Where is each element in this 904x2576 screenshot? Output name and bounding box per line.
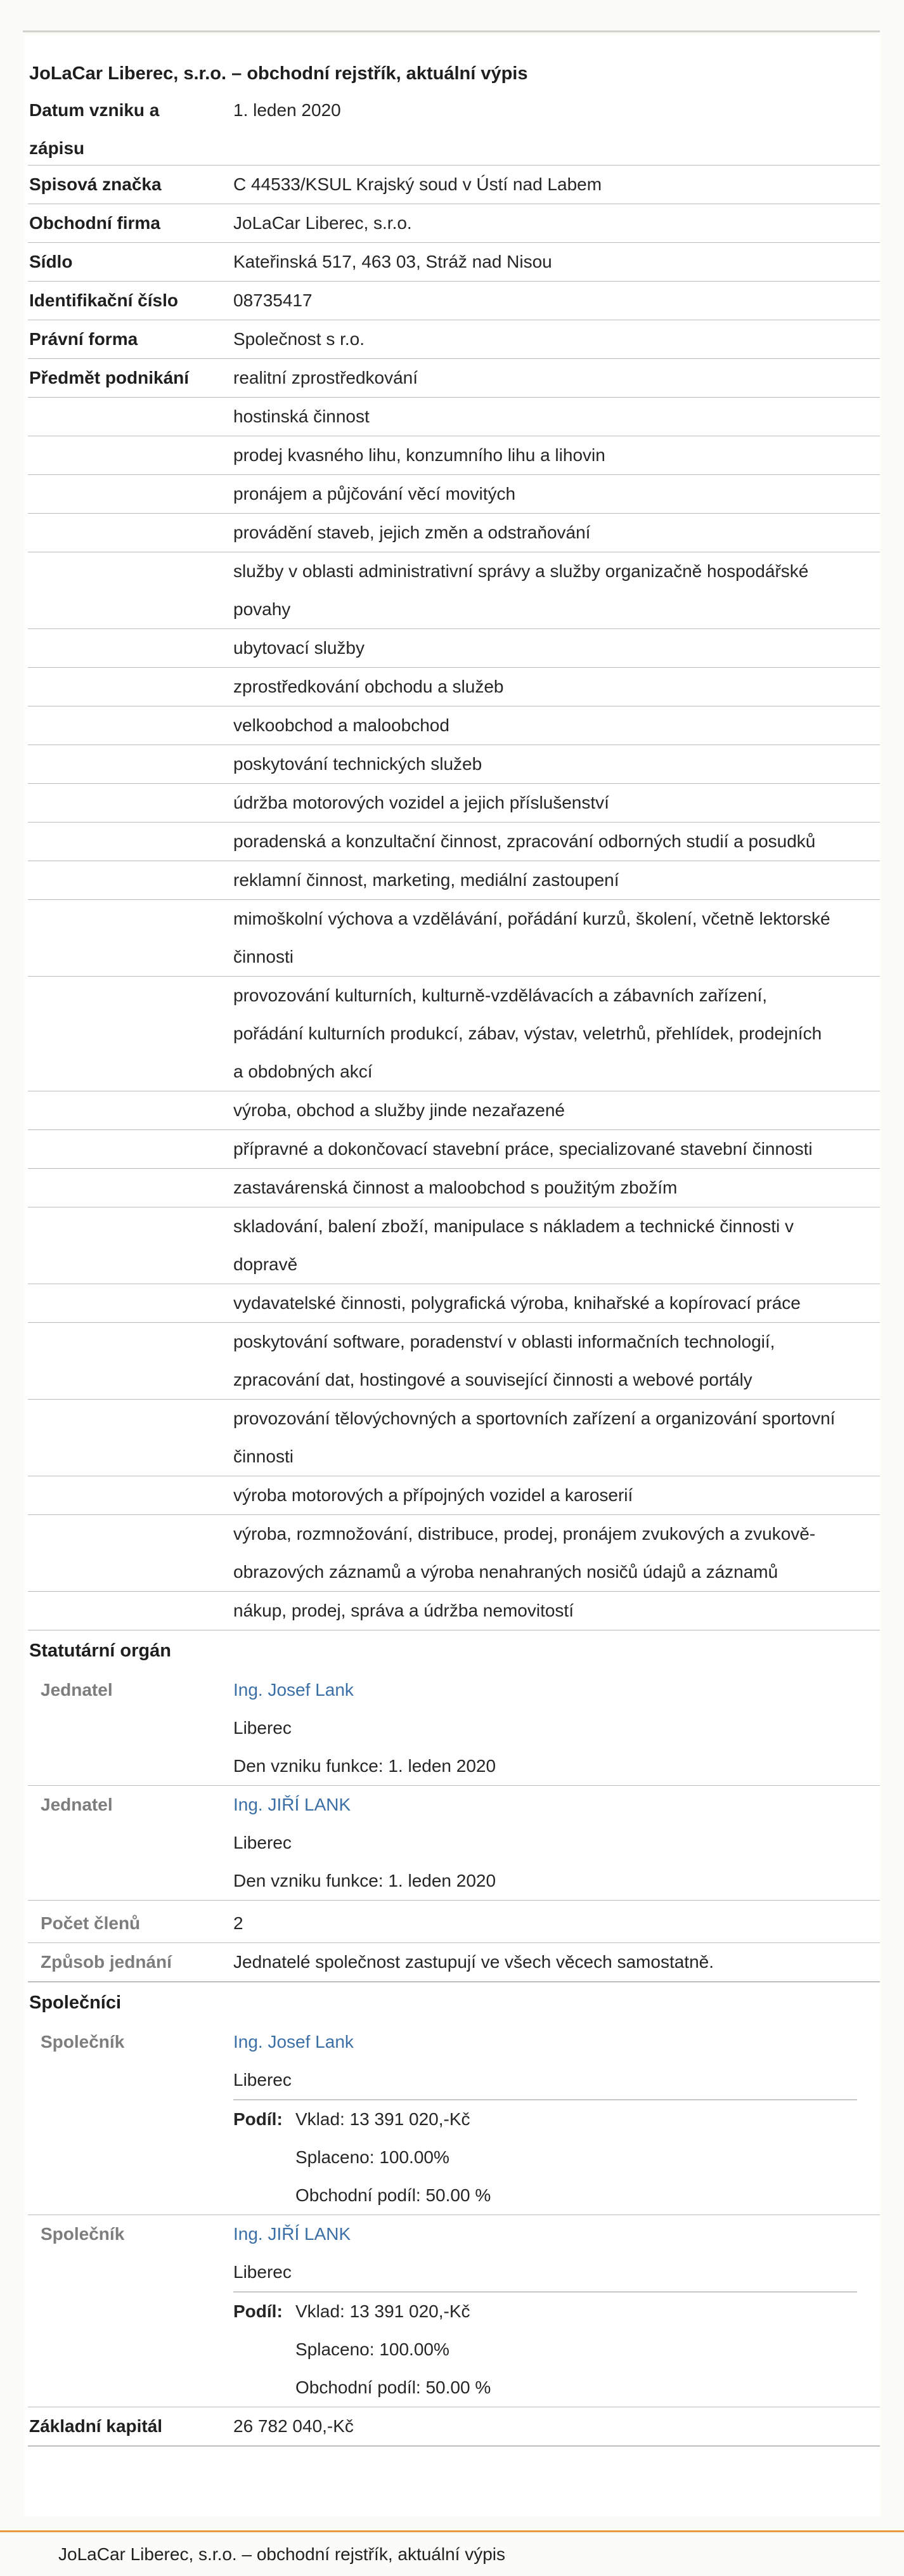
share-paid: Splaceno: 100.00% xyxy=(295,2147,449,2167)
activity-row xyxy=(28,359,880,398)
activities-label-empty xyxy=(28,436,233,474)
statutory-city: Liberec xyxy=(233,1833,292,1852)
activities-label-empty xyxy=(28,1091,233,1129)
activity-row xyxy=(28,398,880,436)
activity-row xyxy=(28,745,880,784)
activity-row xyxy=(28,823,880,861)
activity-row xyxy=(28,1130,880,1169)
activities-label-empty xyxy=(28,514,233,552)
activity-text-line: poskytování technických služeb xyxy=(233,754,482,774)
activity-text-line: poradenská a konzultační činnost, zpracování odborných studií a posudků xyxy=(233,831,816,851)
activities-label-empty xyxy=(28,1476,233,1514)
activity-text-line: výroba motorových a přípojných vozidel a karoserií xyxy=(233,1485,633,1505)
activities-label-empty xyxy=(28,784,233,822)
row-conduct xyxy=(28,1943,880,1982)
activity-row xyxy=(28,475,880,514)
file-number-label: Spisová značka xyxy=(29,174,162,194)
activity-row xyxy=(28,668,880,706)
activity-text-line: zprostředkování obchodu a služeb xyxy=(233,677,504,696)
activity-row xyxy=(28,1592,880,1630)
date-label xyxy=(28,84,233,165)
partner-share xyxy=(233,2099,857,2215)
activity-value xyxy=(233,1476,880,1514)
activity-value xyxy=(233,706,880,745)
activity-value xyxy=(233,1284,880,1322)
activity-value xyxy=(233,475,880,513)
activity-row xyxy=(28,1323,880,1400)
activity-row xyxy=(28,629,880,668)
seat-label: Sídlo xyxy=(29,252,73,271)
date-label-line-1: Datum vzniku a xyxy=(29,100,160,120)
statutory-heading: Statutární orgán xyxy=(29,1641,171,1661)
activity-row xyxy=(28,1091,880,1130)
share-label: Podíl: xyxy=(233,2301,283,2321)
id-number-value: 08735417 xyxy=(233,290,313,310)
activity-value xyxy=(233,745,880,783)
share-business-share: Obchodní podíl: 50.00 % xyxy=(295,2185,491,2205)
id-number-label: Identifikační číslo xyxy=(29,290,178,310)
activity-text-line: ubytovací služby xyxy=(233,638,365,658)
activity-row xyxy=(28,1207,880,1284)
activity-text-line: výroba, obchod a služby jinde nezařazené xyxy=(233,1100,565,1120)
member-count-value: 2 xyxy=(233,1913,243,1933)
activity-text-line: skladování, balení zboží, manipulace s nákladem a technické činnosti v xyxy=(233,1216,794,1236)
activities-label-empty xyxy=(28,552,233,628)
activities-label-empty xyxy=(28,1284,233,1322)
activity-value xyxy=(233,1169,880,1207)
activity-text-line: činnosti xyxy=(233,1447,294,1466)
share-deposit-line xyxy=(233,2100,857,2138)
row-legal-form xyxy=(28,320,880,359)
activity-text-line: zastavárenská činnost a maloobchod s použitým zbožím xyxy=(233,1178,678,1197)
business-activities xyxy=(28,359,880,1630)
register-table xyxy=(28,91,880,2447)
activity-text-line: zpracování dat, hostingové a související činnosti a webové portály xyxy=(233,1370,752,1389)
activity-value xyxy=(233,359,880,397)
page-title: JoLaCar Liberec, s.r.o. – obchodní rejstřík, aktuální výpis xyxy=(29,63,528,84)
activity-value xyxy=(233,977,880,1091)
activities-label-empty xyxy=(28,861,233,899)
activity-text-line: provozování tělovýchovných a sportovních zařízení a organizování sportovní xyxy=(233,1408,836,1428)
activity-row xyxy=(28,1284,880,1323)
partner-name-link[interactable]: Ing. JIŘÍ LANK xyxy=(233,2224,351,2244)
partner-details xyxy=(233,2215,880,2407)
activities-label-empty xyxy=(28,1323,233,1399)
partner-role: Společník xyxy=(41,2032,125,2052)
partner-share xyxy=(233,2291,857,2407)
business-name-label: Obchodní firma xyxy=(29,213,160,233)
activities-label-empty xyxy=(28,668,233,706)
statutory-role: Jednatel xyxy=(41,1795,113,1814)
activity-row xyxy=(28,1515,880,1592)
capital-label: Základní kapitál xyxy=(29,2416,163,2436)
activity-value xyxy=(233,1130,880,1168)
member-count-label: Počet členů xyxy=(41,1913,141,1933)
share-deposit-line xyxy=(233,2293,857,2331)
activity-text-line: obrazových záznamů a výroba nenahraných nosičů údajů a záznamů xyxy=(233,1562,778,1582)
activity-text-line: činnosti xyxy=(233,947,294,966)
activity-row xyxy=(28,1476,880,1515)
activity-row xyxy=(28,977,880,1091)
business-name-value: JoLaCar Liberec, s.r.o. xyxy=(233,213,412,233)
footer-accent-rule xyxy=(0,2530,904,2532)
statutory-since: Den vzniku funkce: 1. leden 2020 xyxy=(233,1756,496,1776)
activity-value xyxy=(233,900,880,976)
activity-value xyxy=(233,1515,880,1591)
top-divider xyxy=(23,30,880,32)
activity-row xyxy=(28,861,880,900)
activities-label-empty xyxy=(28,745,233,783)
activity-value xyxy=(233,629,880,667)
activity-value xyxy=(233,668,880,706)
statutory-name-link[interactable]: Ing. Josef Lank xyxy=(233,1680,354,1700)
activity-text-line: pronájem a půjčování věcí movitých xyxy=(233,484,516,504)
activity-row xyxy=(28,552,880,629)
partner-city: Liberec xyxy=(233,2070,292,2090)
partners-heading: Společníci xyxy=(29,1993,122,2013)
partner-name-link[interactable]: Ing. Josef Lank xyxy=(233,2032,354,2052)
partner-city: Liberec xyxy=(233,2262,292,2282)
statutory-details xyxy=(233,1671,880,1785)
activities-label-empty xyxy=(28,629,233,667)
row-capital xyxy=(28,2407,880,2447)
share-deposit: Vklad: 13 391 020,-Kč xyxy=(295,2109,470,2129)
activity-text-line: vydavatelské činnosti, polygrafická výroba, knihařské a kopírovací práce xyxy=(233,1293,801,1313)
partner xyxy=(28,2215,880,2407)
share-business-share: Obchodní podíl: 50.00 % xyxy=(295,2378,491,2397)
share-label: Podíl: xyxy=(233,2109,283,2129)
partner-role: Společník xyxy=(41,2224,125,2244)
activity-text-line: údržba motorových vozidel a jejich příslušenství xyxy=(233,793,609,812)
conduct-value: Jednatelé společnost zastupují ve všech věcech samostatně. xyxy=(233,1952,714,1972)
register-extract-card xyxy=(24,36,880,2516)
activity-value xyxy=(233,1323,880,1399)
statutory-since: Den vzniku funkce: 1. leden 2020 xyxy=(233,1871,496,1890)
activity-text-line: mimoškolní výchova a vzdělávání, pořádání kurzů, školení, včetně lektorské xyxy=(233,909,830,928)
activity-row xyxy=(28,436,880,475)
legal-form-value: Společnost s r.o. xyxy=(233,329,365,349)
activity-row xyxy=(28,1400,880,1476)
activity-text-line: přípravné a dokončovací stavební práce, specializované stavební činnosti xyxy=(233,1139,813,1159)
statutory-member xyxy=(28,1786,880,1901)
activities-label-empty xyxy=(28,706,233,745)
footer-text: JoLaCar Liberec, s.r.o. – obchodní rejstřík, aktuální výpis xyxy=(58,2544,506,2564)
file-number-value: C 44533/KSUL Krajský soud v Ústí nad Labem xyxy=(233,174,602,194)
date-value: 1. leden 2020 xyxy=(233,100,341,120)
date-label-line-2: zápisu xyxy=(29,138,85,158)
activities-label-empty xyxy=(28,1130,233,1168)
activities-label-empty xyxy=(28,1169,233,1207)
activity-text-line: služby v oblasti administrativní správy a služby organizačně hospodářské xyxy=(233,561,809,581)
activity-text-line: dopravě xyxy=(233,1254,298,1274)
activity-value xyxy=(233,1400,880,1476)
activities-label-empty xyxy=(28,900,233,976)
activities-label-empty xyxy=(28,1400,233,1476)
activity-value xyxy=(233,1592,880,1630)
activity-text-line: realitní zprostředkování xyxy=(233,368,418,387)
activity-row xyxy=(28,1169,880,1207)
activity-text-line: pořádání kulturních produkcí, zábav, výstav, veletrhů, přehlídek, prodejních xyxy=(233,1024,822,1043)
activity-text-line: provozování kulturních, kulturně-vzdělávacích a zábavních zařízení, xyxy=(233,986,767,1005)
activity-row xyxy=(28,514,880,552)
share-deposit: Vklad: 13 391 020,-Kč xyxy=(295,2301,470,2321)
legal-form-label: Právní forma xyxy=(29,329,138,349)
statutory-role: Jednatel xyxy=(41,1680,113,1700)
activities-label-empty xyxy=(28,475,233,513)
statutory-member xyxy=(28,1671,880,1786)
partner-details xyxy=(233,2023,880,2215)
activity-value xyxy=(233,1091,880,1129)
activity-text-line: reklamní činnost, marketing, mediální zastoupení xyxy=(233,870,619,890)
activity-text-line: poskytování software, poradenství v oblasti informačních technologií, xyxy=(233,1332,775,1351)
activity-text-line: povahy xyxy=(233,599,291,619)
activities-label: Předmět podnikání xyxy=(29,368,190,387)
activity-text-line: nákup, prodej, správa a údržba nemovitostí xyxy=(233,1601,574,1620)
activity-text-line: hostinská činnost xyxy=(233,407,370,426)
activity-row xyxy=(28,784,880,823)
activities-label-empty xyxy=(28,977,233,1091)
activity-text-line: provádění staveb, jejich změn a odstraňování xyxy=(233,523,591,542)
activity-value xyxy=(233,436,880,474)
conduct-label: Způsob jednání xyxy=(41,1952,172,1972)
activities-label-empty xyxy=(28,1592,233,1630)
seat-value: Kateřinská 517, 463 03, Stráž nad Nisou xyxy=(233,252,552,271)
activity-value xyxy=(233,861,880,899)
activity-value xyxy=(233,1207,880,1284)
activity-text-line: velkoobchod a maloobchod xyxy=(233,715,449,735)
activity-value xyxy=(233,552,880,628)
activities-label-empty xyxy=(28,1515,233,1591)
activity-row xyxy=(28,706,880,745)
activity-text-line: prodej kvasného lihu, konzumního lihu a lihovin xyxy=(233,445,605,465)
statutory-name-link[interactable]: Ing. JIŘÍ LANK xyxy=(233,1795,351,1814)
activity-value xyxy=(233,784,880,822)
activity-value xyxy=(233,514,880,552)
row-date xyxy=(28,91,880,166)
activities-label-empty xyxy=(28,1207,233,1284)
activity-value xyxy=(233,398,880,436)
activities-label-empty xyxy=(28,823,233,861)
partner xyxy=(28,2023,880,2215)
activity-text-line: výroba, rozmnožování, distribuce, prodej, pronájem zvukových a zvukově- xyxy=(233,1524,816,1544)
activity-value xyxy=(233,823,880,861)
activity-text-line: a obdobných akcí xyxy=(233,1062,373,1081)
share-paid: Splaceno: 100.00% xyxy=(295,2339,449,2359)
statutory-details xyxy=(233,1786,880,1900)
statutory-city: Liberec xyxy=(233,1718,292,1738)
capital-value: 26 782 040,-Kč xyxy=(233,2416,354,2436)
activities-label-empty xyxy=(28,398,233,436)
activity-row xyxy=(28,900,880,977)
